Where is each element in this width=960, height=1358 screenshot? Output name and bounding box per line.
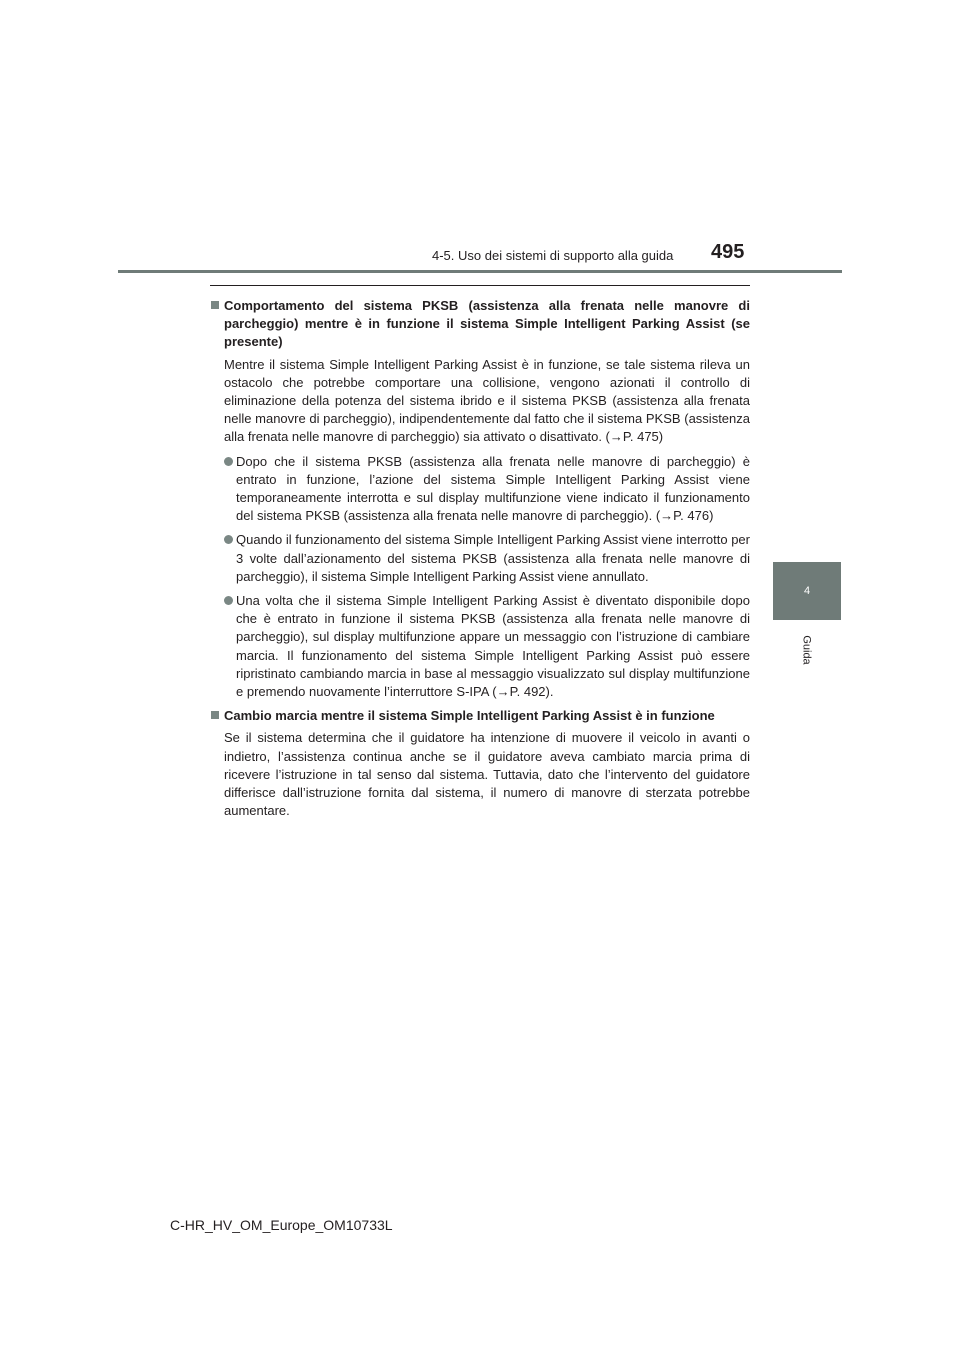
section-heading-text: Cambio marcia mentre il sistema Simple Intelligent Parking Assist è in funzione — [224, 708, 715, 724]
page-content — [210, 297, 750, 826]
page-number: 495 — [711, 241, 745, 263]
round-bullet-icon — [224, 535, 233, 544]
round-bullet-icon — [224, 457, 233, 466]
content-divider — [210, 285, 750, 286]
header-divider — [118, 270, 842, 273]
list-item-text: Dopo che il sistema PKSB (assistenza alla frenata nelle manovre di parcheggio) è entrato in funzione, l’azione del sistema Simple Intelligent Parking Assist viene temporaneamente interrotta e sul display multifunzione viene indicato il funzionamento del sistema PKSB (assistenza alla frenata nelle manovre di parcheggio). (→P. 476) — [236, 453, 750, 524]
list-item — [224, 453, 750, 526]
round-bullet-icon — [224, 596, 233, 605]
list-item-text: Una volta che il sistema Simple Intelligent Parking Assist è diventato disponibile dopo che è entrato in funzione il sistema PKSB (assistenza alla frenata nelle manovre di parcheggio), sul display multifunzione appare un messaggio con l’istruzione di cambiare marcia. Il funzionamento del sistema Simple Intelligent Parking Assist può essere ripristinato cambiando marcia in base al messaggio visualizzato sul display multifunzione e premendo nuovamente l’interruttore S-IPA (→P. 492). — [236, 593, 750, 700]
square-bullet-icon — [211, 301, 219, 309]
body-paragraph: Se il sistema determina che il guidatore ha intenzione di muovere il veicolo in avanti o indietro, l’assistenza continua anche se il guidatore aveva cambiato marcia prima di ricevere l’istruzione in tal senso dal sistema. Tuttavia, dato che l’intervento del guidatore differisce dall’istruzione fornita dal sistema, il numero di manovre di sterzata potrebbe aumentare. — [224, 730, 750, 819]
section-title: 4-5. Uso dei sistemi di supporto alla guida — [432, 248, 674, 263]
document-code: C-HR_HV_OM_Europe_OM10733L — [170, 1217, 393, 1233]
chapter-label: Guida — [800, 635, 813, 665]
chapter-tab — [773, 562, 841, 620]
list-item-text: Quando il funzionamento del sistema Simple Intelligent Parking Assist viene interrotto per 3 volte dall’azionamento del sistema PKSB (assistenza alla frenata nelle manovre di parcheggio), il sistema Simple Intelligent Parking Assist viene annullato. — [236, 532, 750, 584]
chapter-label-container — [773, 620, 841, 680]
list-item — [224, 531, 750, 586]
body-paragraph: Mentre il sistema Simple Intelligent Parking Assist è in funzione, se tale sistema rileva un ostacolo che potrebbe comportare una collisione, vengono azionati il controllo di eliminazione della potenza del sistema ibrido e il sistema PKSB (assistenza alla frenata nelle manovre di parcheggio), indipendentemente dal fatto che il sistema PKSB (assistenza alla frenata nelle manovre di parcheggio) sia attivato o disattivato. (→P. 475) — [224, 356, 750, 445]
list-item — [224, 592, 750, 701]
section-heading-pksb — [210, 297, 750, 352]
section-heading-text: Comportamento del sistema PKSB (assistenza alla frenata nelle manovre di parcheggio) mentre è in funzione il sistema Simple Intelligent Parking Assist (se presente) — [224, 298, 750, 350]
square-bullet-icon — [211, 711, 219, 719]
chapter-number: 4 — [803, 585, 811, 597]
section-heading-gear-change — [210, 707, 750, 725]
